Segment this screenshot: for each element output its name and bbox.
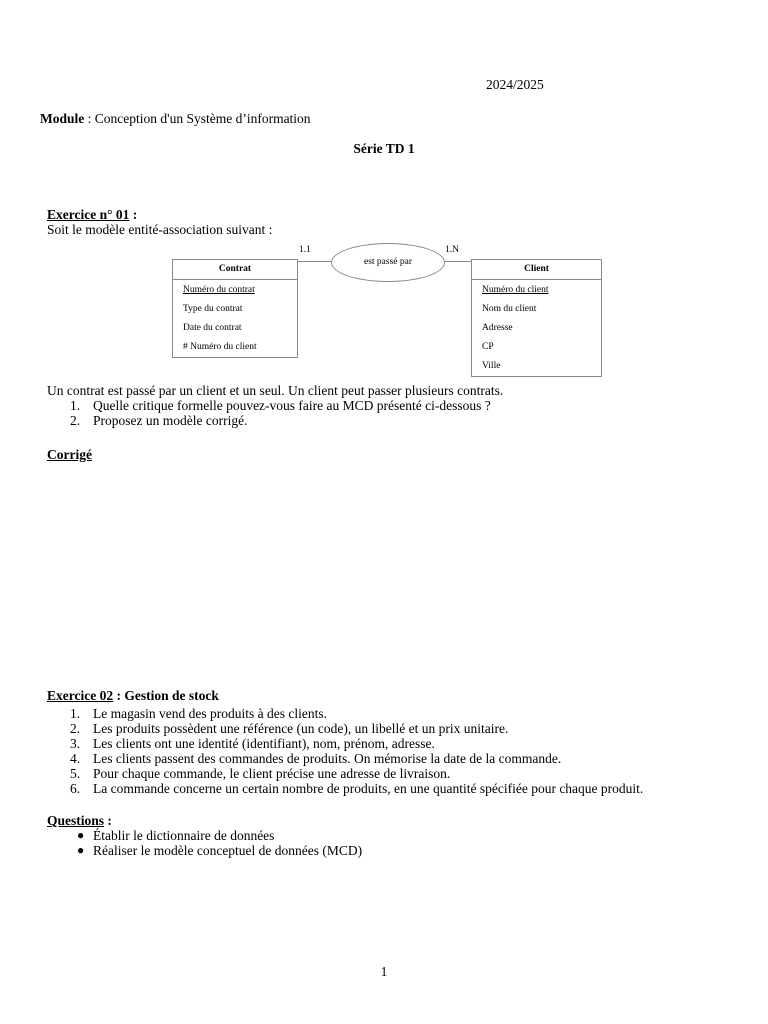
- list-item-number: 5.: [70, 766, 81, 781]
- entity-client-name: Client: [472, 260, 601, 280]
- list-item-text: Proposez un modèle corrigé.: [93, 413, 248, 428]
- list-item-text: Le magasin vend des produits à des clients.: [93, 706, 327, 721]
- page-number: 1: [380, 964, 388, 979]
- questions-heading-text: Questions: [47, 813, 105, 828]
- association-est-passe-par: est passé par: [331, 243, 445, 282]
- entity-client-attr-5: Ville: [482, 361, 501, 371]
- list-item-text: La commande concerne un certain nombre de produits, en une quantité spécifiée pour chaque produit.: [93, 781, 644, 796]
- corrige-heading: Corrigé: [47, 447, 92, 462]
- exercice1-intro: Soit le modèle entité-association suivant :: [47, 222, 273, 237]
- entity-client-attr-1: Numéro du client: [482, 285, 549, 295]
- list-item-text: Quelle critique formelle pouvez-vous faire au MCD présenté ci-dessous ?: [93, 398, 491, 413]
- entity-contrat-attr-2: Type du contrat: [183, 304, 243, 314]
- entity-contrat-attr-3: Date du contrat: [183, 323, 242, 333]
- list-item-text: Réaliser le modèle conceptuel de données (MCD): [93, 843, 363, 858]
- list-item-number: 3.: [70, 736, 81, 751]
- bullet-icon: ●: [77, 828, 85, 842]
- list-item-number: 4.: [70, 751, 81, 766]
- entity-contrat-name: Contrat: [173, 260, 297, 280]
- module-value: Conception d'un Système d’information: [94, 111, 311, 126]
- entity-client: [471, 259, 602, 377]
- exercice2-title-text: Exercice 02: [47, 688, 114, 703]
- cardinality-left: 1.1: [299, 245, 311, 255]
- questions-heading-suffix: :: [104, 813, 112, 828]
- entity-contrat-attr-4: # Numéro du client: [183, 342, 257, 352]
- exercice2-title: [47, 688, 219, 703]
- list-item-text: Les produits possèdent une référence (un code), un libellé et un prix unitaire.: [93, 721, 509, 736]
- exercice1-title-text: Exercice n° 01: [47, 207, 130, 222]
- academic-year: 2024/2025: [486, 77, 544, 92]
- cardinality-right: 1.N: [445, 245, 459, 255]
- list-item-text: Les clients passent des commandes de produits. On mémorise la date de la commande.: [93, 751, 562, 766]
- serie-title: Série TD 1: [353, 141, 415, 156]
- questions-heading: [47, 813, 112, 828]
- list-item-number: 1.: [70, 398, 81, 413]
- list-item-number: 2.: [70, 413, 81, 428]
- link-left: [297, 261, 332, 262]
- exercice1-title-suffix: :: [129, 207, 138, 222]
- link-right: [444, 261, 471, 262]
- module-label: Module: [40, 111, 85, 126]
- entity-client-attr-4: CP: [482, 342, 494, 352]
- list-item-text: Pour chaque commande, le client précise une adresse de livraison.: [93, 766, 451, 781]
- module-line: [40, 111, 311, 126]
- entity-contrat: [172, 259, 298, 358]
- list-item-text: Les clients ont une identité (identifiant), nom, prénom, adresse.: [93, 736, 435, 751]
- exercice1-statement: Un contrat est passé par un client et un seul. Un client peut passer plusieurs contrats.: [47, 383, 504, 398]
- list-item-number: 1.: [70, 706, 81, 721]
- list-item-number: 2.: [70, 721, 81, 736]
- list-item-text: Établir le dictionnaire de données: [93, 828, 275, 843]
- bullet-icon: ●: [77, 843, 85, 857]
- entity-client-attr-2: Nom du client: [482, 304, 537, 314]
- exercice2-title-suffix: : Gestion de stock: [113, 688, 219, 703]
- entity-client-attr-3: Adresse: [482, 323, 513, 333]
- exercice1-title: [47, 207, 137, 222]
- module-separator: :: [84, 111, 95, 126]
- list-item-number: 6.: [70, 781, 81, 796]
- entity-contrat-attr-1: Numéro du contrat: [183, 285, 255, 295]
